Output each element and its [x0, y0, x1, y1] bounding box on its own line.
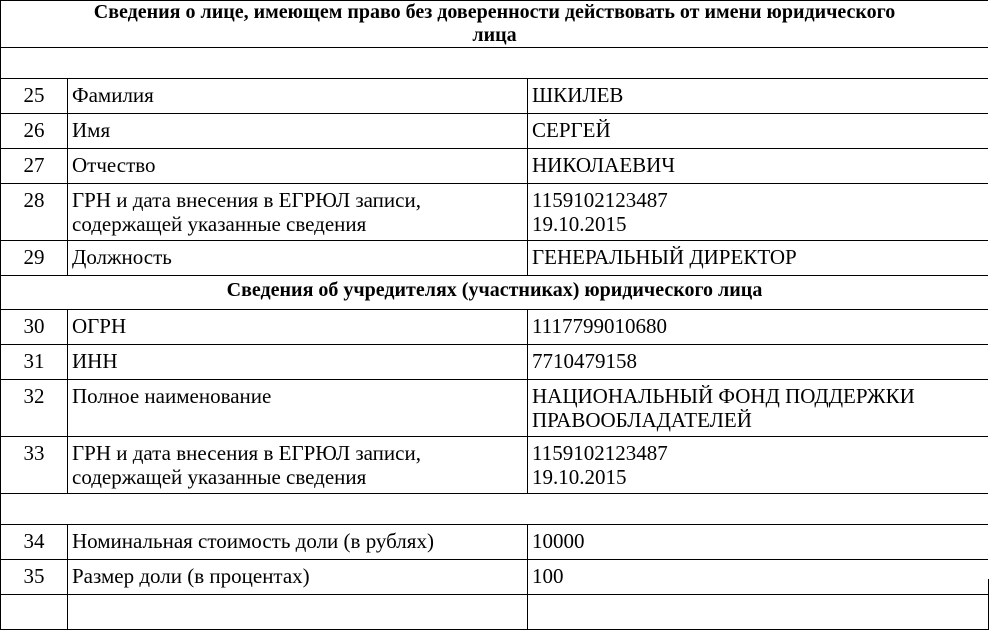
table-row-31	[1, 345, 989, 380]
page-right-margin	[988, 0, 995, 579]
section-title-founders: Сведения об учредителях (участниках) юридического лица	[1, 276, 989, 310]
row-value-date: 19.10.2015	[532, 465, 627, 489]
row-number: 34	[1, 525, 68, 560]
row-value: 7710479158	[528, 345, 989, 380]
table-row-30	[1, 310, 989, 345]
table-row-27	[1, 149, 989, 184]
section-title-person-line2: лица	[472, 24, 517, 46]
row-number: 31	[1, 345, 68, 380]
row-value: 100	[528, 560, 989, 595]
row-number: 26	[1, 114, 68, 149]
row-number: 35	[1, 560, 68, 595]
row-label: Должность	[68, 241, 528, 276]
row-value: ШКИЛЕВ	[528, 79, 989, 114]
row-label: Имя	[68, 114, 528, 149]
row-value-grn: 1159102123487	[532, 441, 668, 465]
row-number: 29	[1, 241, 68, 276]
row-value-date: 19.10.2015	[532, 212, 627, 236]
blank-row	[1, 494, 989, 525]
blank-row	[1, 48, 989, 79]
table-row-34	[1, 525, 989, 560]
table-row-33	[1, 437, 989, 494]
row-label: Отчество	[68, 149, 528, 184]
row-label	[68, 437, 528, 494]
row-number: 25	[1, 79, 68, 114]
row-value	[528, 380, 989, 437]
row-value	[528, 437, 989, 494]
section-header-person	[1, 1, 989, 48]
table-row-32	[1, 380, 989, 437]
row-value: НИКОЛАЕВИЧ	[528, 149, 989, 184]
row-value	[528, 184, 989, 241]
row-label-line2: содержащей указанные сведения	[72, 212, 367, 236]
row-label: ИНН	[68, 345, 528, 380]
row-value: 10000	[528, 525, 989, 560]
section-header-founders	[1, 276, 989, 310]
row-label	[68, 595, 528, 630]
section-title-person-line1: Сведения о лице, имеющем право без доверенности действовать от имени юридического	[93, 1, 896, 23]
row-label: Номинальная стоимость доли (в рублях)	[68, 525, 528, 560]
row-number: 30	[1, 310, 68, 345]
row-label-line1: ГРН и дата внесения в ЕГРЮЛ записи,	[72, 188, 421, 212]
row-label	[68, 184, 528, 241]
table-row-partial	[1, 595, 989, 630]
table-row-29	[1, 241, 989, 276]
table-row-35	[1, 560, 989, 595]
blank-cell	[1, 494, 989, 525]
row-label: Полное наименование	[68, 380, 528, 437]
row-number	[1, 595, 68, 630]
section-title-person	[1, 1, 989, 48]
row-number: 27	[1, 149, 68, 184]
table-row-28	[1, 184, 989, 241]
row-value: ГЕНЕРАЛЬНЫЙ ДИРЕКТОР	[528, 241, 989, 276]
row-number: 33	[1, 437, 68, 494]
row-value-line1: НАЦИОНАЛЬНЫЙ ФОНД ПОДДЕРЖКИ	[532, 384, 915, 408]
row-number: 28	[1, 184, 68, 241]
row-value-grn: 1159102123487	[532, 188, 668, 212]
blank-cell	[1, 48, 989, 79]
row-label-line1: ГРН и дата внесения в ЕГРЮЛ записи,	[72, 441, 421, 465]
row-number: 32	[1, 380, 68, 437]
row-value: 1117799010680	[528, 310, 989, 345]
row-label-line2: содержащей указанные сведения	[72, 465, 367, 489]
row-label: ОГРН	[68, 310, 528, 345]
row-label: Фамилия	[68, 79, 528, 114]
table-row-25	[1, 79, 989, 114]
row-value: СЕРГЕЙ	[528, 114, 989, 149]
row-label: Размер доли (в процентах)	[68, 560, 528, 595]
row-value	[528, 595, 989, 630]
row-value-line2: ПРАВООБЛАДАТЕЛЕЙ	[532, 408, 752, 432]
table-row-26	[1, 114, 989, 149]
